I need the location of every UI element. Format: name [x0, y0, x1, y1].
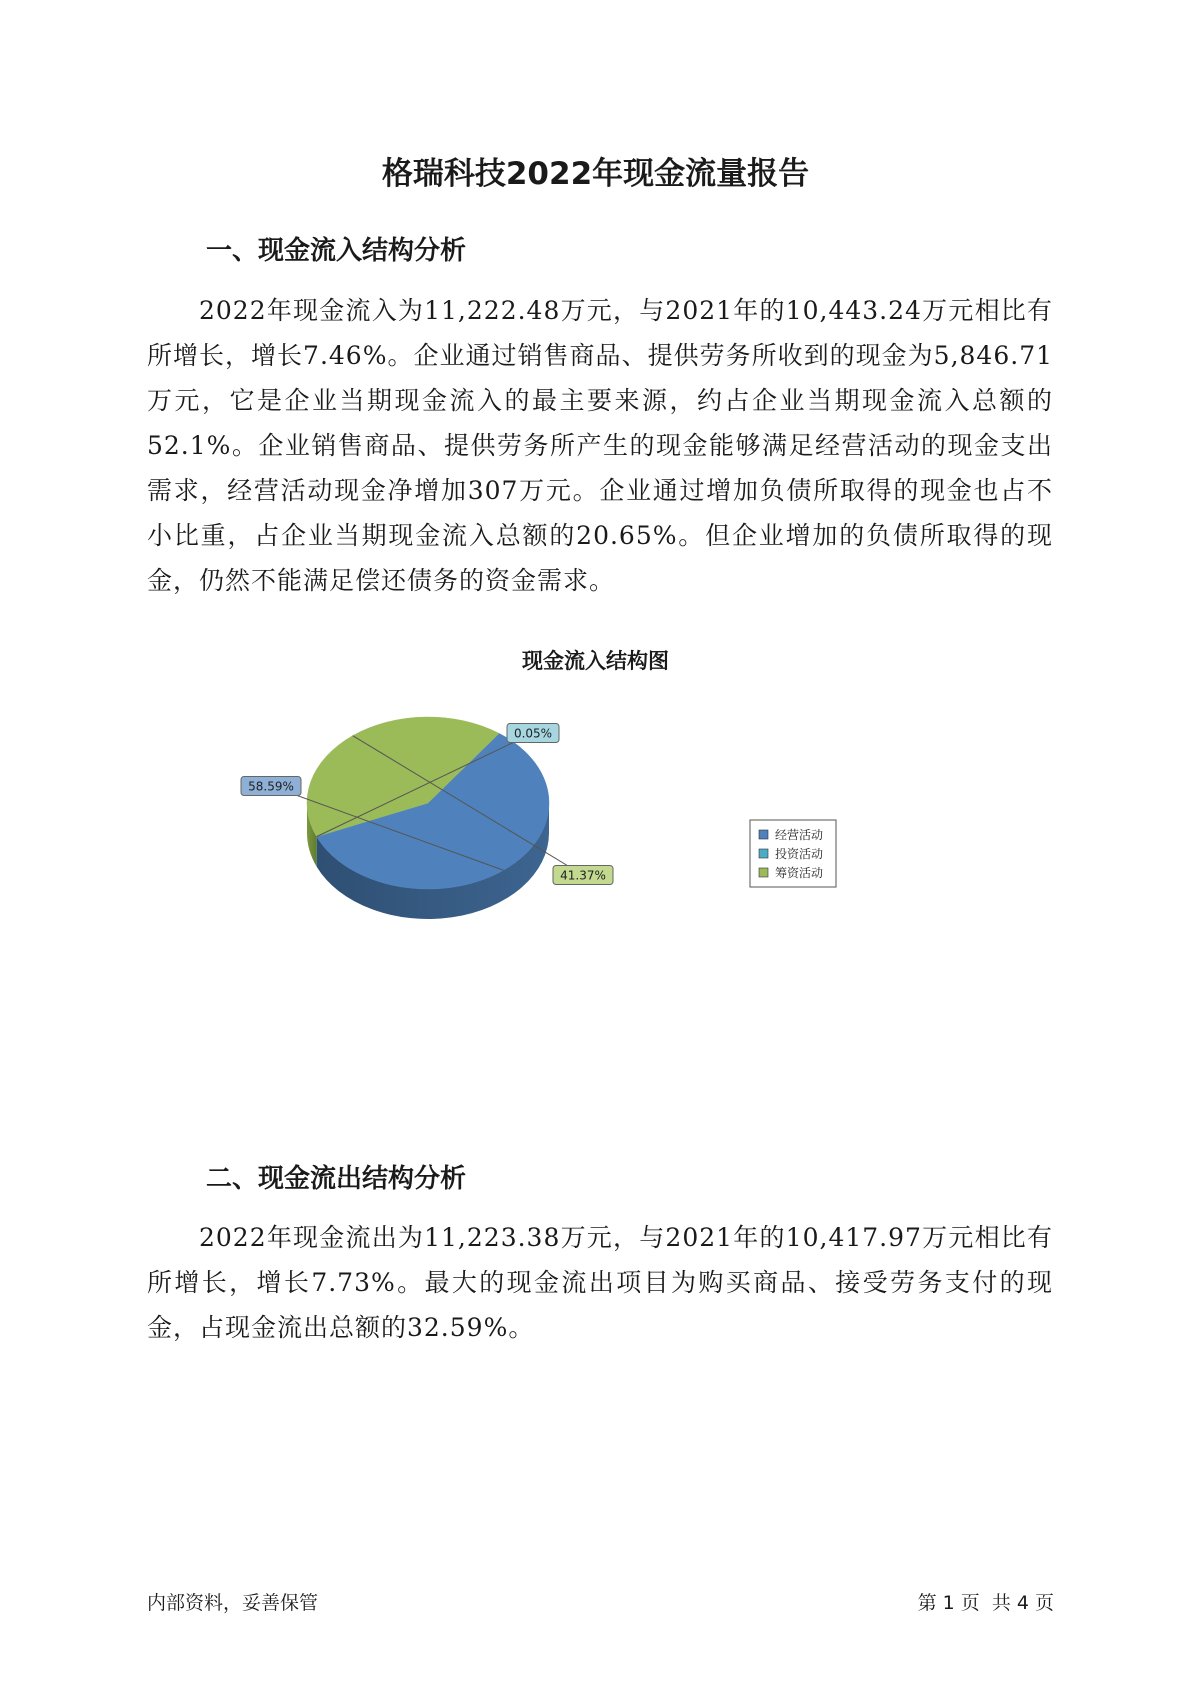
legend-label-investing: 投资活动 — [775, 847, 824, 861]
legend-swatch-financing — [759, 868, 768, 877]
chart-legend — [750, 820, 836, 887]
outflow-paragraph-text: 2022年现金流出为11,223.38万元，与2021年的10,417.97万元相比有所增长，增长7.73%。最大的现金流出项目为购买商品、接受劳务支付的现金，占现金流出总额的32.59%。 — [147, 1223, 1053, 1342]
inflow-paragraph-text: 2022年现金流入为11,222.48万元，与2021年的10,443.24万元相比有所增长，增长7.46%。企业通过销售商品、提供劳务所收到的现金为5,846.71万元，它是企业当期现金流入的最主要来源，约占企业当期现金流入总额的52.1%。企业销售商品、提供劳务所产生的现金能够满足经营活动的现金支出需求，经营活动现金净增加307万元。企业通过增加负债所取得的现金也占不小比重，占企业当期现金流入总额的20.65%。但企业增加的负债所取得的现金，仍然不能满足偿还债务的资金需求。 — [147, 296, 1053, 595]
footer-page-number: 第 1 页 共 4 页 — [917, 1592, 1054, 1614]
pie-slices — [307, 717, 549, 919]
chart-title: 现金流入结构图 — [522, 649, 669, 673]
legend-swatch-operating — [759, 830, 768, 839]
section-heading-inflow: 一、现金流入结构分析 — [206, 236, 467, 266]
legend-label-financing: 筹资活动 — [775, 866, 824, 880]
footer-confidential: 内部资料，妥善保管 — [147, 1592, 319, 1614]
section-heading-outflow: 二、现金流出结构分析 — [206, 1164, 467, 1194]
legend-label-operating: 经营活动 — [775, 828, 824, 842]
document-title: 格瑞科技2022年现金流量报告 — [381, 156, 810, 192]
outflow-paragraph — [147, 1215, 1053, 1350]
legend-swatch-investing — [759, 849, 768, 858]
data-label-financing: 41.37% — [560, 868, 606, 883]
data-label-operating: 58.59% — [248, 779, 294, 794]
data-label-investing: 0.05% — [513, 726, 553, 741]
